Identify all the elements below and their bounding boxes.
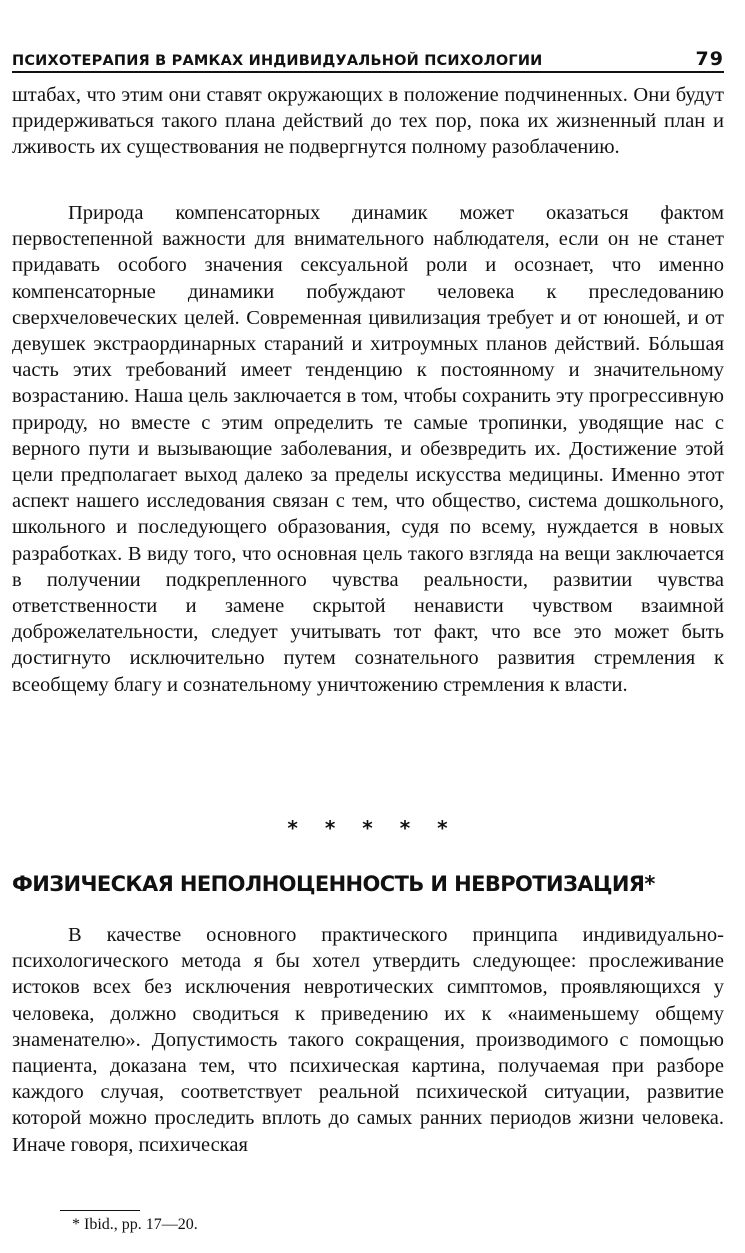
paragraph-compensatory-dynamics: Природа компенсаторных динамик может оказаться фактом первостепенной важности для внимательного наблюдателя, если он не станет придавать особого значения сексуальной роли и осознает, что именно компенсаторные динамики побуждают человека к преследованию сверхчеловеческих целей. Современная цивилизация требует и от юношей, и от девушек экстраординарных стараний и хитроумных планов действий. Бóльшая часть этих требований имеет тенденцию к постоянному и значительному возрастанию. Наша цель заключается в том, чтобы сохранить эту прогрессивную природу, но вместе с этим определить те самые тропинки, уводящие нас с верного пути и вызывающие заболевания, и обезвредить их. Достижение этой цели предполагает выход далеко за пределы искусства медицины. Именно этот аспект нашего исследования связан с тем, что общество, система дошкольного, школьного и последующего образования, судя по всему, нуждается в новых разработках. В виду того, что основная цель такого взгляда на вещи заключается в получении подкрепленного чувства реальности, развитии чувства ответственности и замене скрытой ненависти чувством взаимной доброжелательности, следует учитывать тот факт, что все это может быть достигнуто исключительно путем сознательного развития стремления к всеобщему благу и сознательному уничтожению стремления к власти. bbox=[12, 202, 724, 696]
footnote: * Ibid., pp. 17—20. bbox=[72, 1216, 198, 1233]
continued-paragraph: штабах, что этим они ставят окружающих в положение подчиненных. Они будут придерживаться такого плана действий до тех пор, пока их жизненный план и лживость их существования не подвергнутся полному разоблачению. bbox=[12, 84, 724, 159]
footnote-rule bbox=[60, 1210, 140, 1211]
text-block-continued bbox=[12, 82, 724, 161]
page-number: 79 bbox=[695, 48, 724, 70]
section-separator: * * * * * bbox=[287, 816, 458, 840]
section-heading: ФИЗИЧЕСКАЯ НЕПОЛНОЦЕННОСТЬ И НЕВРОТИЗАЦИЯ* bbox=[12, 872, 655, 896]
header-rule bbox=[12, 71, 724, 73]
text-block-main bbox=[12, 200, 724, 698]
text-block-section bbox=[12, 922, 724, 1158]
paragraph-practical-principle: В качестве основного практического принципа индивидуально-психологического метода я бы хотел утвердить следующее: прослеживание истоков всех без исключения невротических симптомов, проявляющихся у человека, должно сводиться к приведению их к «наименьшему общему знаменателю». Допустимость такого сокращения, производимого с помощью пациента, доказана тем, что психическая картина, получаемая при разборе каждого случая, соответствует реальной психической ситуации, развитие которой можно проследить вплоть до самых ранних периодов жизни человека. Иначе говоря, психическая bbox=[12, 924, 724, 1156]
running-title: ПСИХОТЕРАПИЯ В РАМКАХ ИНДИВИДУАЛЬНОЙ ПСИХОЛОГИИ bbox=[12, 53, 543, 69]
running-head bbox=[12, 48, 724, 70]
